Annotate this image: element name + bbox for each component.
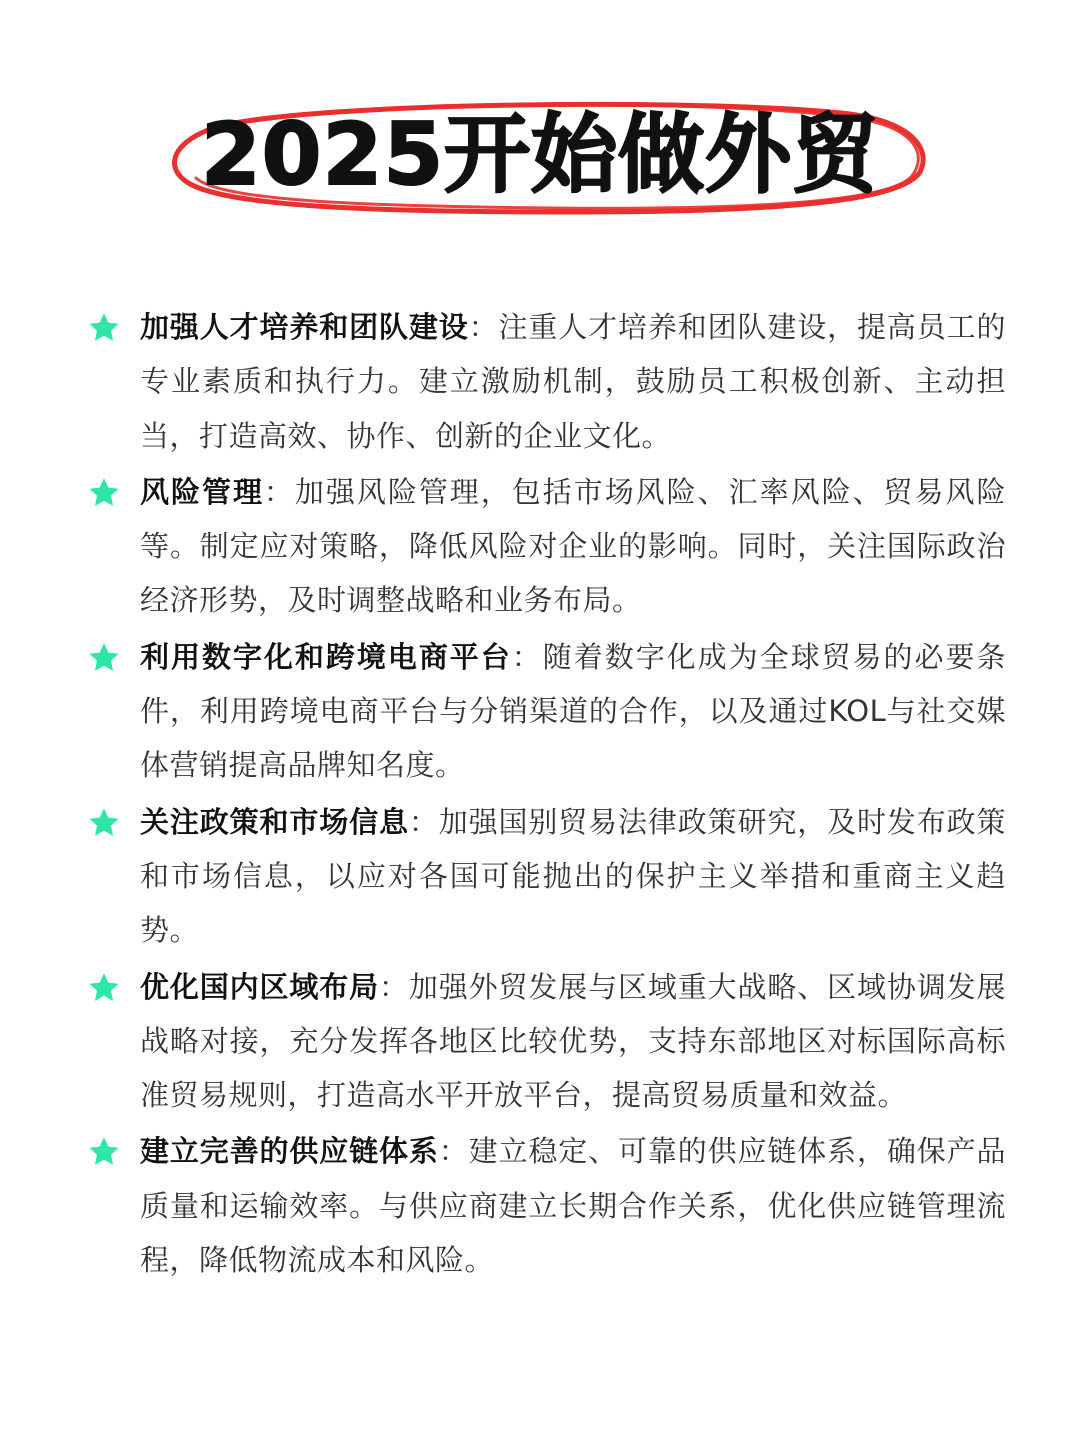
item-body: 加强外贸发展与区域重大战略、区域协调发展战略对接，充分发挥各地区比较优势，支持东部地区对标国际高标准贸易规则，打造高水平开放平台，提高贸易质量和效益。 bbox=[140, 969, 1006, 1113]
item-title: 优化国内区域布局 bbox=[140, 969, 379, 1004]
star-icon bbox=[86, 1134, 122, 1170]
item-separator: ： bbox=[468, 310, 499, 344]
star-icon bbox=[86, 310, 122, 346]
star-icon bbox=[86, 805, 122, 841]
item-body: 随着数字化成为全球贸易的必要条件，利用跨境电商平台与分销渠道的合作，以及通过KOL与社交媒体营销提高品牌知名度。 bbox=[140, 639, 1006, 783]
item-body: 注重人才培养和团队建设，提高员工的专业素质和执行力。建立激励机制，鼓励员工积极创新、主动担当，打造高效、协作、创新的企业文化。 bbox=[140, 310, 1006, 453]
list-item bbox=[86, 795, 1006, 958]
item-title: 加强人才培养和团队建设 bbox=[140, 310, 469, 344]
item-separator: ： bbox=[511, 639, 543, 674]
list-item bbox=[86, 300, 1006, 463]
item-separator: ： bbox=[438, 1134, 469, 1169]
list-item bbox=[86, 630, 1006, 793]
list-item bbox=[86, 1124, 1006, 1287]
item-body: 建立稳定、可靠的供应链体系，确保产品质量和运输效率。与供应商建立长期合作关系，优化供应链管理流程，降低物流成本和风险。 bbox=[140, 1134, 1006, 1278]
item-body: 加强国别贸易法律政策研究，及时发布政策和市场信息，以应对各国可能抛出的保护主义举措和重商主义趋势。 bbox=[140, 804, 1006, 948]
star-icon bbox=[86, 640, 122, 676]
item-title: 利用数字化和跨境电商平台 bbox=[140, 639, 512, 674]
star-icon bbox=[86, 970, 122, 1006]
tips-list bbox=[86, 300, 1006, 1289]
list-item bbox=[86, 465, 1006, 628]
item-separator: ： bbox=[379, 969, 409, 1004]
item-title: 建立完善的供应链体系 bbox=[140, 1134, 439, 1169]
item-title: 风险管理 bbox=[140, 474, 264, 509]
item-separator: ： bbox=[263, 474, 295, 509]
item-title: 关注政策和市场信息 bbox=[140, 804, 409, 839]
item-separator: ： bbox=[408, 804, 439, 839]
list-item bbox=[86, 960, 1006, 1123]
title-banner bbox=[150, 96, 930, 216]
star-icon bbox=[86, 475, 122, 511]
item-body: 加强风险管理，包括市场风险、汇率风险、贸易风险等。制定应对策略，降低风险对企业的影响。同时，关注国际政治经济形势，及时调整战略和业务布局。 bbox=[140, 474, 1006, 618]
page-title: 2025开始做外贸 bbox=[200, 105, 880, 205]
